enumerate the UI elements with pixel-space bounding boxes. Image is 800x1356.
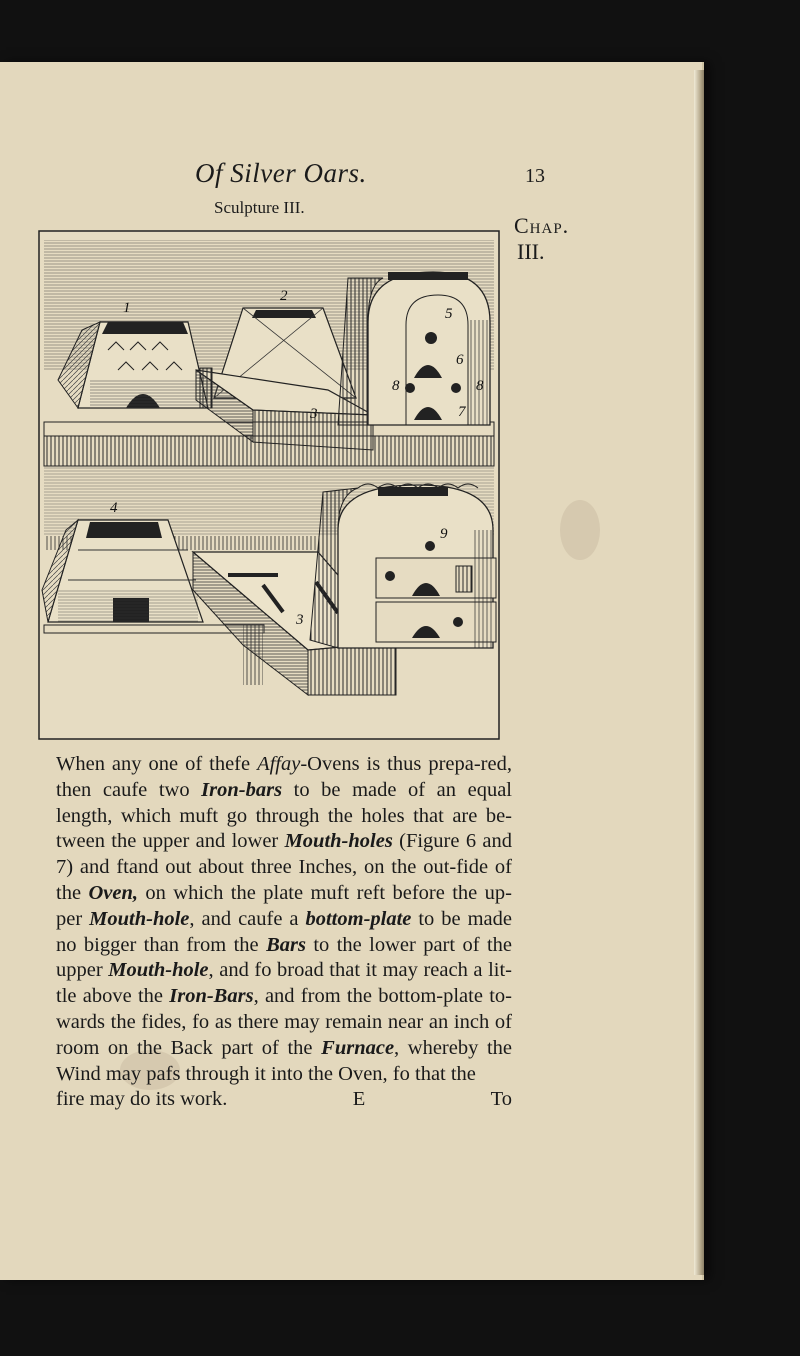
plate-caption: Sculpture III. [214, 198, 305, 217]
figure-9-arched-oven [310, 484, 496, 648]
figure-number: 1 [123, 300, 131, 316]
last-line [56, 1087, 512, 1113]
figure-number: 5 [445, 306, 453, 322]
figure-number: 7 [458, 404, 466, 420]
signature-mark: E [352, 1088, 366, 1111]
figure-number: 3 [296, 612, 304, 628]
figure-number: 4 [110, 500, 118, 516]
paragraph: When any one of thefe Affay-Ovens is thus prepa-red, then caufe two Iron-bars to be made of an equal length, which muft go through the holes that are be-tween the upper and lower Mouth-holes (Figure 6 and 7) and ftand out about three Inches, on the out-fide of the Oven, on which the plate muft reft before the up-per Mouth-hole, and caufe a bottom-plate to be made no bigger than from the Bars to the lower part of the upper Mouth-hole, and fo broad that it may reach a lit-tle above the Iron-Bars, and from the bottom-plate to-wards the fides, fo as there may remain near an inch of room on the Back part of the Furnace, whereby the Wind may pafs through it into the Oven, fo that the [56, 753, 513, 1085]
figure-number: 6 [456, 352, 464, 368]
figure-5-arched-oven [338, 272, 490, 425]
chapter-number: III. [517, 239, 545, 264]
figure-number: 8 [392, 378, 400, 394]
paper-stain [560, 500, 600, 560]
catchword: To [490, 1088, 512, 1111]
running-title: Of Silver Oars. [195, 158, 367, 188]
engraving-plate [38, 230, 500, 740]
last-line-text: fire may do its work. [56, 1088, 228, 1111]
figure-number: 8 [476, 378, 484, 394]
figure-number: 9 [440, 526, 448, 542]
figure-number: 3 [310, 406, 318, 422]
figure-number: 2 [280, 288, 288, 304]
page-edge [694, 70, 704, 1275]
page-number: 13 [525, 165, 545, 187]
chapter-label: Chap. [514, 213, 570, 238]
figure-1-oven [58, 322, 208, 408]
body-text [56, 752, 512, 1113]
